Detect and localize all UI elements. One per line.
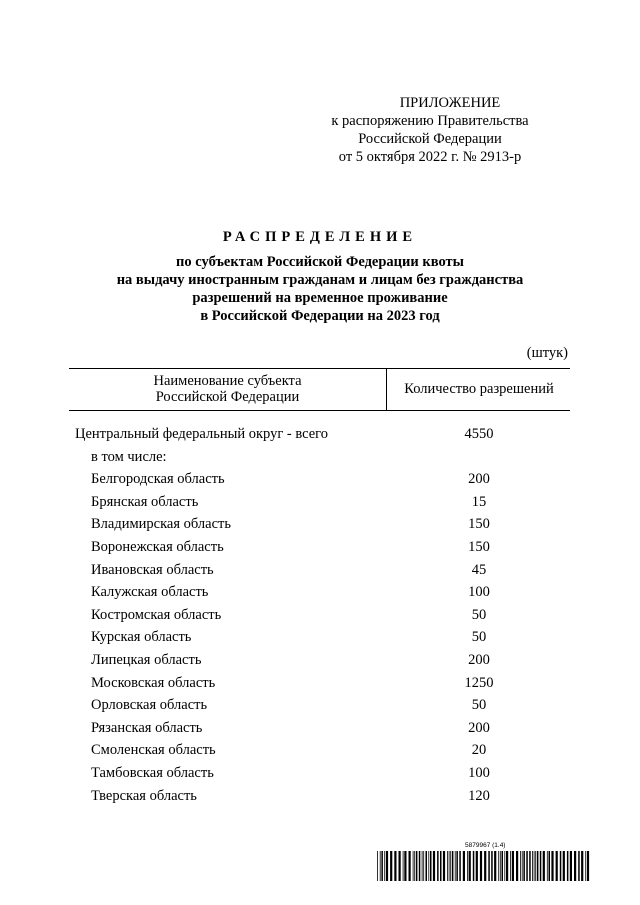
appendix-block (300, 94, 560, 166)
table-row (0, 491, 640, 514)
barcode-bar (403, 851, 404, 881)
barcode-bar (450, 851, 451, 881)
barcode-bar (522, 851, 523, 881)
barcode-bar (437, 851, 439, 881)
barcode-bar (381, 851, 383, 881)
barcode-bar (547, 851, 548, 881)
permit-count: 150 (468, 538, 490, 555)
permit-count: 45 (471, 561, 487, 578)
header-subject-column (69, 369, 387, 410)
table-header (69, 368, 570, 411)
subtitle-line: в Российской Федерации на 2023 год (200, 308, 440, 324)
barcode-bar (585, 851, 586, 881)
table-row (0, 649, 640, 672)
region-name: Орловская область (91, 697, 208, 714)
table-row (0, 513, 640, 536)
header-subject-line: Наименование субъекта (153, 373, 302, 389)
permit-count: 120 (468, 787, 490, 804)
barcode-bar (574, 851, 576, 881)
table-row (0, 762, 640, 785)
table-row (0, 446, 640, 469)
barcode-bar (556, 851, 558, 881)
barcode-bar (413, 851, 414, 881)
region-name: Костромская область (91, 606, 222, 623)
region-name: в том числе: (91, 448, 167, 465)
region-name: Московская область (91, 674, 216, 691)
barcode-bar (540, 851, 542, 881)
region-name: Курская область (91, 629, 192, 646)
barcode-number: 5879967 (1.4) (465, 842, 506, 849)
barcode-bar (449, 851, 450, 881)
unit-label: (штук) (526, 345, 568, 361)
barcode-bar (506, 851, 508, 881)
barcode-bar (520, 851, 521, 881)
barcode-bar (473, 851, 475, 881)
barcode-bar (416, 851, 418, 881)
barcode-bar (399, 851, 401, 881)
barcode-bar (504, 851, 505, 881)
region-name: Тверская область (91, 787, 197, 804)
barcode-bar (428, 851, 429, 881)
table-row (0, 604, 640, 627)
region-name: Воронежская область (91, 538, 224, 555)
document-subtitle (0, 253, 640, 325)
barcode-bar (516, 851, 518, 881)
region-name: Брянская область (91, 493, 199, 510)
barcode-bar (433, 851, 435, 881)
barcode-bar (467, 851, 468, 881)
region-name: Липецкая область (91, 651, 202, 668)
barcode-bar (386, 851, 388, 881)
permit-count: 100 (468, 764, 490, 781)
barcode-bar (537, 851, 539, 881)
table-row (0, 672, 640, 695)
barcode-bar (498, 851, 499, 881)
barcode-bar (534, 851, 535, 881)
barcode-bar (532, 851, 533, 881)
barcode-bar (423, 851, 424, 881)
subtitle-line: по субъектам Российской Федерации квоты (176, 254, 464, 270)
region-name: Центральный федеральный округ - всего (75, 426, 329, 442)
permit-count: 150 (468, 516, 490, 533)
permit-count: 50 (471, 697, 487, 714)
table-row (0, 468, 640, 491)
barcode-bar (404, 851, 406, 881)
barcode-bar (551, 851, 553, 881)
table-row (0, 536, 640, 559)
subtitle-line: на выдачу иностранным гражданам и лицам без гражданства (116, 272, 524, 288)
barcode-bar (414, 851, 415, 881)
table-row (0, 717, 640, 740)
region-name: Калужская область (91, 584, 209, 601)
table-row (0, 694, 640, 717)
barcode-bar (463, 851, 465, 881)
barcode-bar (456, 851, 458, 881)
barcode-bar (394, 851, 396, 881)
permit-count: 200 (468, 471, 490, 488)
barcode-bar (443, 851, 445, 881)
region-name: Тамбовская область (91, 764, 214, 781)
barcode-bar (494, 851, 496, 881)
barcode-bar (570, 851, 572, 881)
barcode-bar (488, 851, 490, 881)
table-body (0, 423, 640, 807)
permit-count: 50 (471, 606, 487, 623)
barcode-bar (459, 851, 461, 881)
barcode-bar (484, 851, 486, 881)
permit-count: 200 (468, 651, 490, 668)
barcode-bar (447, 851, 448, 881)
barcode-bar (535, 851, 536, 881)
permit-count: 20 (471, 742, 487, 759)
region-name: Смоленская область (91, 742, 216, 759)
barcode-bar (377, 851, 378, 881)
barcode-bar (581, 851, 583, 881)
table-row (0, 581, 640, 604)
table-row (0, 739, 640, 762)
table-row (0, 559, 640, 582)
region-name: Ивановская область (91, 561, 214, 578)
barcode-bar (529, 851, 531, 881)
barcode-bar (422, 851, 423, 881)
barcode-bar (578, 851, 580, 881)
barcode-bar (452, 851, 454, 881)
barcode-bar (523, 851, 525, 881)
barcode-bar (426, 851, 428, 881)
region-name: Белгородская область (91, 471, 225, 488)
permit-count: 15 (471, 493, 487, 510)
barcode-bar (390, 851, 392, 881)
barcode-bar (469, 851, 471, 881)
barcode-bar (567, 851, 569, 881)
region-name: Рязанская область (91, 719, 203, 736)
table-row (0, 785, 640, 808)
region-name: Владимирская область (91, 516, 231, 533)
barcode-bar (500, 851, 501, 881)
appendix-date-line: от 5 октября 2022 г. № 2913-р (338, 149, 522, 165)
barcode-bar (476, 851, 478, 881)
barcode-bar (549, 851, 551, 881)
header-subject-line: Российской Федерации (155, 389, 300, 405)
barcode-bar (510, 851, 511, 881)
barcode-bar (563, 851, 565, 881)
appendix-heading: ПРИЛОЖЕНИЕ (399, 95, 501, 111)
barcode-bar (440, 851, 442, 881)
document-title: РАСПРЕДЕЛЕНИЕ (222, 229, 418, 245)
table-row (0, 626, 640, 649)
barcode-bar (560, 851, 562, 881)
permit-count: 200 (468, 719, 490, 736)
appendix-line: к распоряжению Правительства (331, 113, 529, 129)
permit-count: 100 (468, 584, 490, 601)
permit-count: 4550 (464, 426, 494, 442)
barcode-image (377, 851, 591, 881)
barcode-bar (512, 851, 514, 881)
barcode-bar (419, 851, 421, 881)
barcode-bar (526, 851, 528, 881)
barcode-bar (491, 851, 493, 881)
barcode-bar (409, 851, 411, 881)
appendix-line: Российской Федерации (358, 131, 502, 147)
permit-count: 50 (471, 629, 487, 646)
barcode-bar (430, 851, 432, 881)
barcode-bar (587, 851, 589, 881)
barcode-bar (543, 851, 545, 881)
barcode-bar (384, 851, 385, 881)
barcode-bar (502, 851, 504, 881)
subtitle-line: разрешений на временное проживание (192, 290, 448, 306)
barcode-block (377, 842, 591, 882)
barcode-bar (455, 851, 456, 881)
header-count-column: Количество разрешений (404, 381, 554, 397)
barcode-bar (480, 851, 482, 881)
barcode-bar (380, 851, 381, 881)
table-row (0, 423, 640, 446)
permit-count: 1250 (464, 674, 494, 691)
